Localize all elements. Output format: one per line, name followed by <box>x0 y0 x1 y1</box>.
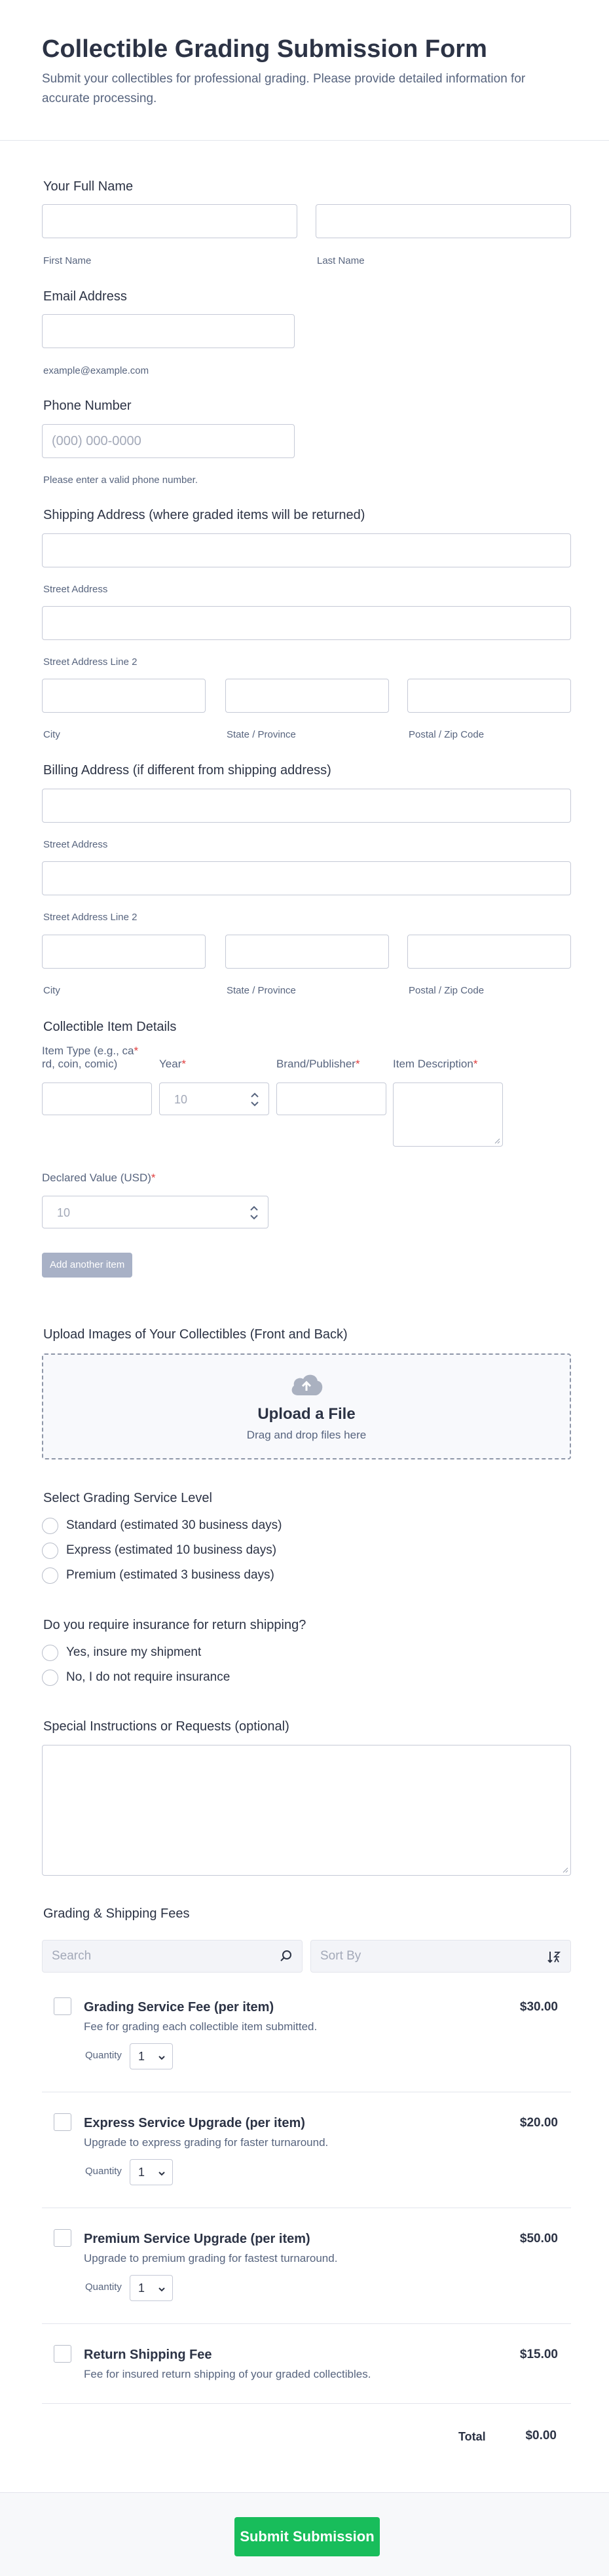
form-footer <box>0 2492 609 2576</box>
product-checkbox[interactable] <box>54 2345 71 2363</box>
declared-value-value: 10 <box>57 1206 71 1219</box>
radio-option-express[interactable] <box>42 1538 282 1563</box>
chevron-down-icon <box>158 2285 166 2297</box>
product-price: $15.00 <box>519 2348 558 2361</box>
radio-button[interactable] <box>42 1645 58 1661</box>
grading-options <box>42 1513 282 1588</box>
brand-input[interactable] <box>276 1082 386 1115</box>
billing-street-sublabel: Street Address <box>43 839 108 850</box>
brand-label-text: Brand/Publisher <box>276 1058 356 1070</box>
phone-placeholder: (000) 000-0000 <box>52 434 141 448</box>
shipping-label: Shipping Address (where graded items will be returned) <box>43 508 365 522</box>
email-input[interactable] <box>42 314 295 348</box>
shipping-zip-input[interactable] <box>407 679 571 713</box>
form-header <box>0 0 609 141</box>
radio-button[interactable] <box>42 1567 58 1584</box>
year-column-label <box>159 1058 186 1071</box>
fees-label: Grading & Shipping Fees <box>43 1906 190 1921</box>
declared-value-label <box>42 1172 156 1185</box>
quantity-select[interactable] <box>130 2159 173 2185</box>
billing-state-sublabel: State / Province <box>227 985 296 996</box>
upload-subtitle: Drag and drop files here <box>246 1429 367 1441</box>
insurance-options <box>42 1640 230 1690</box>
resize-handle-icon[interactable] <box>562 1867 568 1873</box>
cloud-upload-icon <box>43 1372 570 1400</box>
shipping-city-sublabel: City <box>43 729 60 740</box>
shipping-zip-sublabel: Postal / Zip Code <box>409 729 485 740</box>
radio-label: No, I do not require insurance <box>66 1670 231 1684</box>
total-label: Total <box>458 2430 486 2443</box>
description-column-label <box>393 1058 477 1071</box>
search-icon[interactable] <box>280 1950 293 1966</box>
product-price: $30.00 <box>519 2000 558 2014</box>
product-description: Upgrade to express grading for faster turnaround. <box>84 2136 329 2149</box>
quantity-select[interactable] <box>130 2043 173 2069</box>
product-description: Upgrade to premium grading for fastest turnaround. <box>84 2252 338 2264</box>
spinner-icon[interactable] <box>249 1204 259 1221</box>
product-description: Fee for grading each collectible item submitted. <box>84 2020 318 2033</box>
quantity-value: 1 <box>138 2050 145 2063</box>
email-sublabel: example@example.com <box>43 365 149 376</box>
product-item <box>42 2208 571 2324</box>
shipping-state-input[interactable] <box>225 679 389 713</box>
grading-level-label: Select Grading Service Level <box>43 1491 212 1505</box>
radio-option-insure-no[interactable] <box>42 1665 230 1690</box>
first-name-sublabel: First Name <box>43 255 92 266</box>
radio-option-standard[interactable] <box>42 1513 282 1538</box>
product-price: $20.00 <box>519 2116 558 2130</box>
description-label-text: Item Description <box>393 1058 473 1070</box>
quantity-value: 1 <box>138 2166 145 2179</box>
item-description-textarea[interactable] <box>393 1082 503 1147</box>
first-name-input[interactable] <box>42 204 297 238</box>
item-details-label: Collectible Item Details <box>43 1020 177 1034</box>
year-label-text: Year <box>159 1058 182 1070</box>
item-type-label-line1: Item Type (e.g., ca <box>42 1045 134 1057</box>
quantity-label: Quantity <box>85 2166 122 2177</box>
instructions-textarea[interactable] <box>42 1745 571 1876</box>
product-item <box>42 2324 571 2404</box>
billing-city-input[interactable] <box>42 935 206 969</box>
sort-by-select[interactable] <box>310 1940 571 1973</box>
shipping-street-input[interactable] <box>42 533 571 567</box>
radio-button[interactable] <box>42 1518 58 1534</box>
product-checkbox[interactable] <box>54 2229 71 2247</box>
declared-value-text: Declared Value (USD) <box>42 1172 151 1184</box>
billing-zip-input[interactable] <box>407 935 571 969</box>
total-value: $0.00 <box>525 2429 557 2442</box>
total-row <box>42 2404 571 2456</box>
instructions-label: Special Instructions or Requests (optional) <box>43 1719 289 1734</box>
last-name-sublabel: Last Name <box>317 255 365 266</box>
phone-label: Phone Number <box>43 399 132 413</box>
required-mark: * <box>181 1058 186 1070</box>
chevron-down-icon <box>158 2053 166 2065</box>
required-mark: * <box>355 1058 360 1070</box>
chevron-down-icon <box>158 2169 166 2181</box>
required-mark: * <box>134 1045 139 1057</box>
phone-sublabel: Please enter a valid phone number. <box>43 474 198 486</box>
resize-handle-icon[interactable] <box>494 1137 500 1144</box>
shipping-street2-sublabel: Street Address Line 2 <box>43 656 138 668</box>
spinner-icon[interactable] <box>250 1091 259 1108</box>
upload-label: Upload Images of Your Collectibles (Front and Back) <box>43 1327 348 1342</box>
radio-label: Standard (estimated 30 business days) <box>66 1518 282 1532</box>
radio-option-premium[interactable] <box>42 1563 282 1588</box>
add-item-button[interactable]: Add another item <box>42 1253 132 1278</box>
radio-label: Yes, insure my shipment <box>66 1645 202 1659</box>
radio-button[interactable] <box>42 1543 58 1559</box>
phone-input[interactable] <box>42 424 295 458</box>
product-filter-bar <box>42 1940 571 1973</box>
declared-value-input[interactable] <box>42 1196 268 1228</box>
shipping-street2-input[interactable] <box>42 606 571 640</box>
year-value: 10 <box>174 1093 188 1106</box>
email-label: Email Address <box>43 289 127 304</box>
product-price: $50.00 <box>519 2232 558 2245</box>
radio-option-insure-yes[interactable] <box>42 1640 230 1665</box>
required-mark: * <box>473 1058 478 1070</box>
billing-label: Billing Address (if different from shipping address) <box>43 763 331 778</box>
search-placeholder: Search <box>52 1949 92 1963</box>
submit-button[interactable]: Submit Submission <box>234 2517 380 2556</box>
billing-city-sublabel: City <box>43 985 60 996</box>
required-mark: * <box>151 1172 156 1184</box>
sort-icon[interactable] <box>547 1950 561 1967</box>
insurance-label: Do you require insurance for return shipping? <box>43 1618 306 1632</box>
product-item <box>42 1977 571 2092</box>
product-checkbox[interactable] <box>54 1997 71 2015</box>
page-subtitle: Submit your collectibles for professional grading. Please provide detailed information for accurate processing. <box>42 72 526 105</box>
upload-title: Upload a File <box>257 1405 356 1423</box>
quantity-value: 1 <box>138 2281 145 2295</box>
product-description: Fee for insured return shipping of your graded collectibles. <box>84 2368 371 2380</box>
year-input[interactable] <box>159 1082 269 1115</box>
brand-column-label <box>276 1058 360 1071</box>
quantity-label: Quantity <box>85 2281 122 2293</box>
quantity-select[interactable] <box>130 2275 173 2301</box>
radio-label: Premium (estimated 3 business days) <box>66 1568 274 1582</box>
radio-button[interactable] <box>42 1670 58 1686</box>
full-name-label: Your Full Name <box>43 179 134 194</box>
billing-zip-sublabel: Postal / Zip Code <box>409 985 485 996</box>
file-upload-dropzone[interactable] <box>42 1353 571 1459</box>
quantity-label: Quantity <box>85 2050 122 2061</box>
billing-state-input[interactable] <box>225 935 389 969</box>
item-type-column-label <box>42 1045 153 1071</box>
last-name-input[interactable] <box>316 204 571 238</box>
billing-street2-input[interactable] <box>42 861 571 895</box>
product-checkbox[interactable] <box>54 2113 71 2131</box>
product-name: Premium Service Upgrade (per item) <box>84 2232 310 2246</box>
radio-label: Express (estimated 10 business days) <box>66 1543 277 1557</box>
shipping-city-input[interactable] <box>42 679 206 713</box>
item-type-input[interactable] <box>42 1082 152 1115</box>
shipping-state-sublabel: State / Province <box>227 729 296 740</box>
billing-street2-sublabel: Street Address Line 2 <box>43 912 138 923</box>
product-name: Express Service Upgrade (per item) <box>84 2116 305 2130</box>
page-title: Collectible Grading Submission Form <box>42 35 487 63</box>
product-item <box>42 2092 571 2208</box>
product-name: Grading Service Fee (per item) <box>84 2000 274 2014</box>
shipping-street-sublabel: Street Address <box>43 584 108 595</box>
item-type-label-line2: rd, coin, comic) <box>42 1058 118 1070</box>
sort-placeholder: Sort By <box>320 1949 361 1963</box>
product-list <box>42 1977 571 2456</box>
billing-street-input[interactable] <box>42 789 571 823</box>
product-search-input[interactable] <box>42 1940 303 1973</box>
product-name: Return Shipping Fee <box>84 2348 212 2362</box>
